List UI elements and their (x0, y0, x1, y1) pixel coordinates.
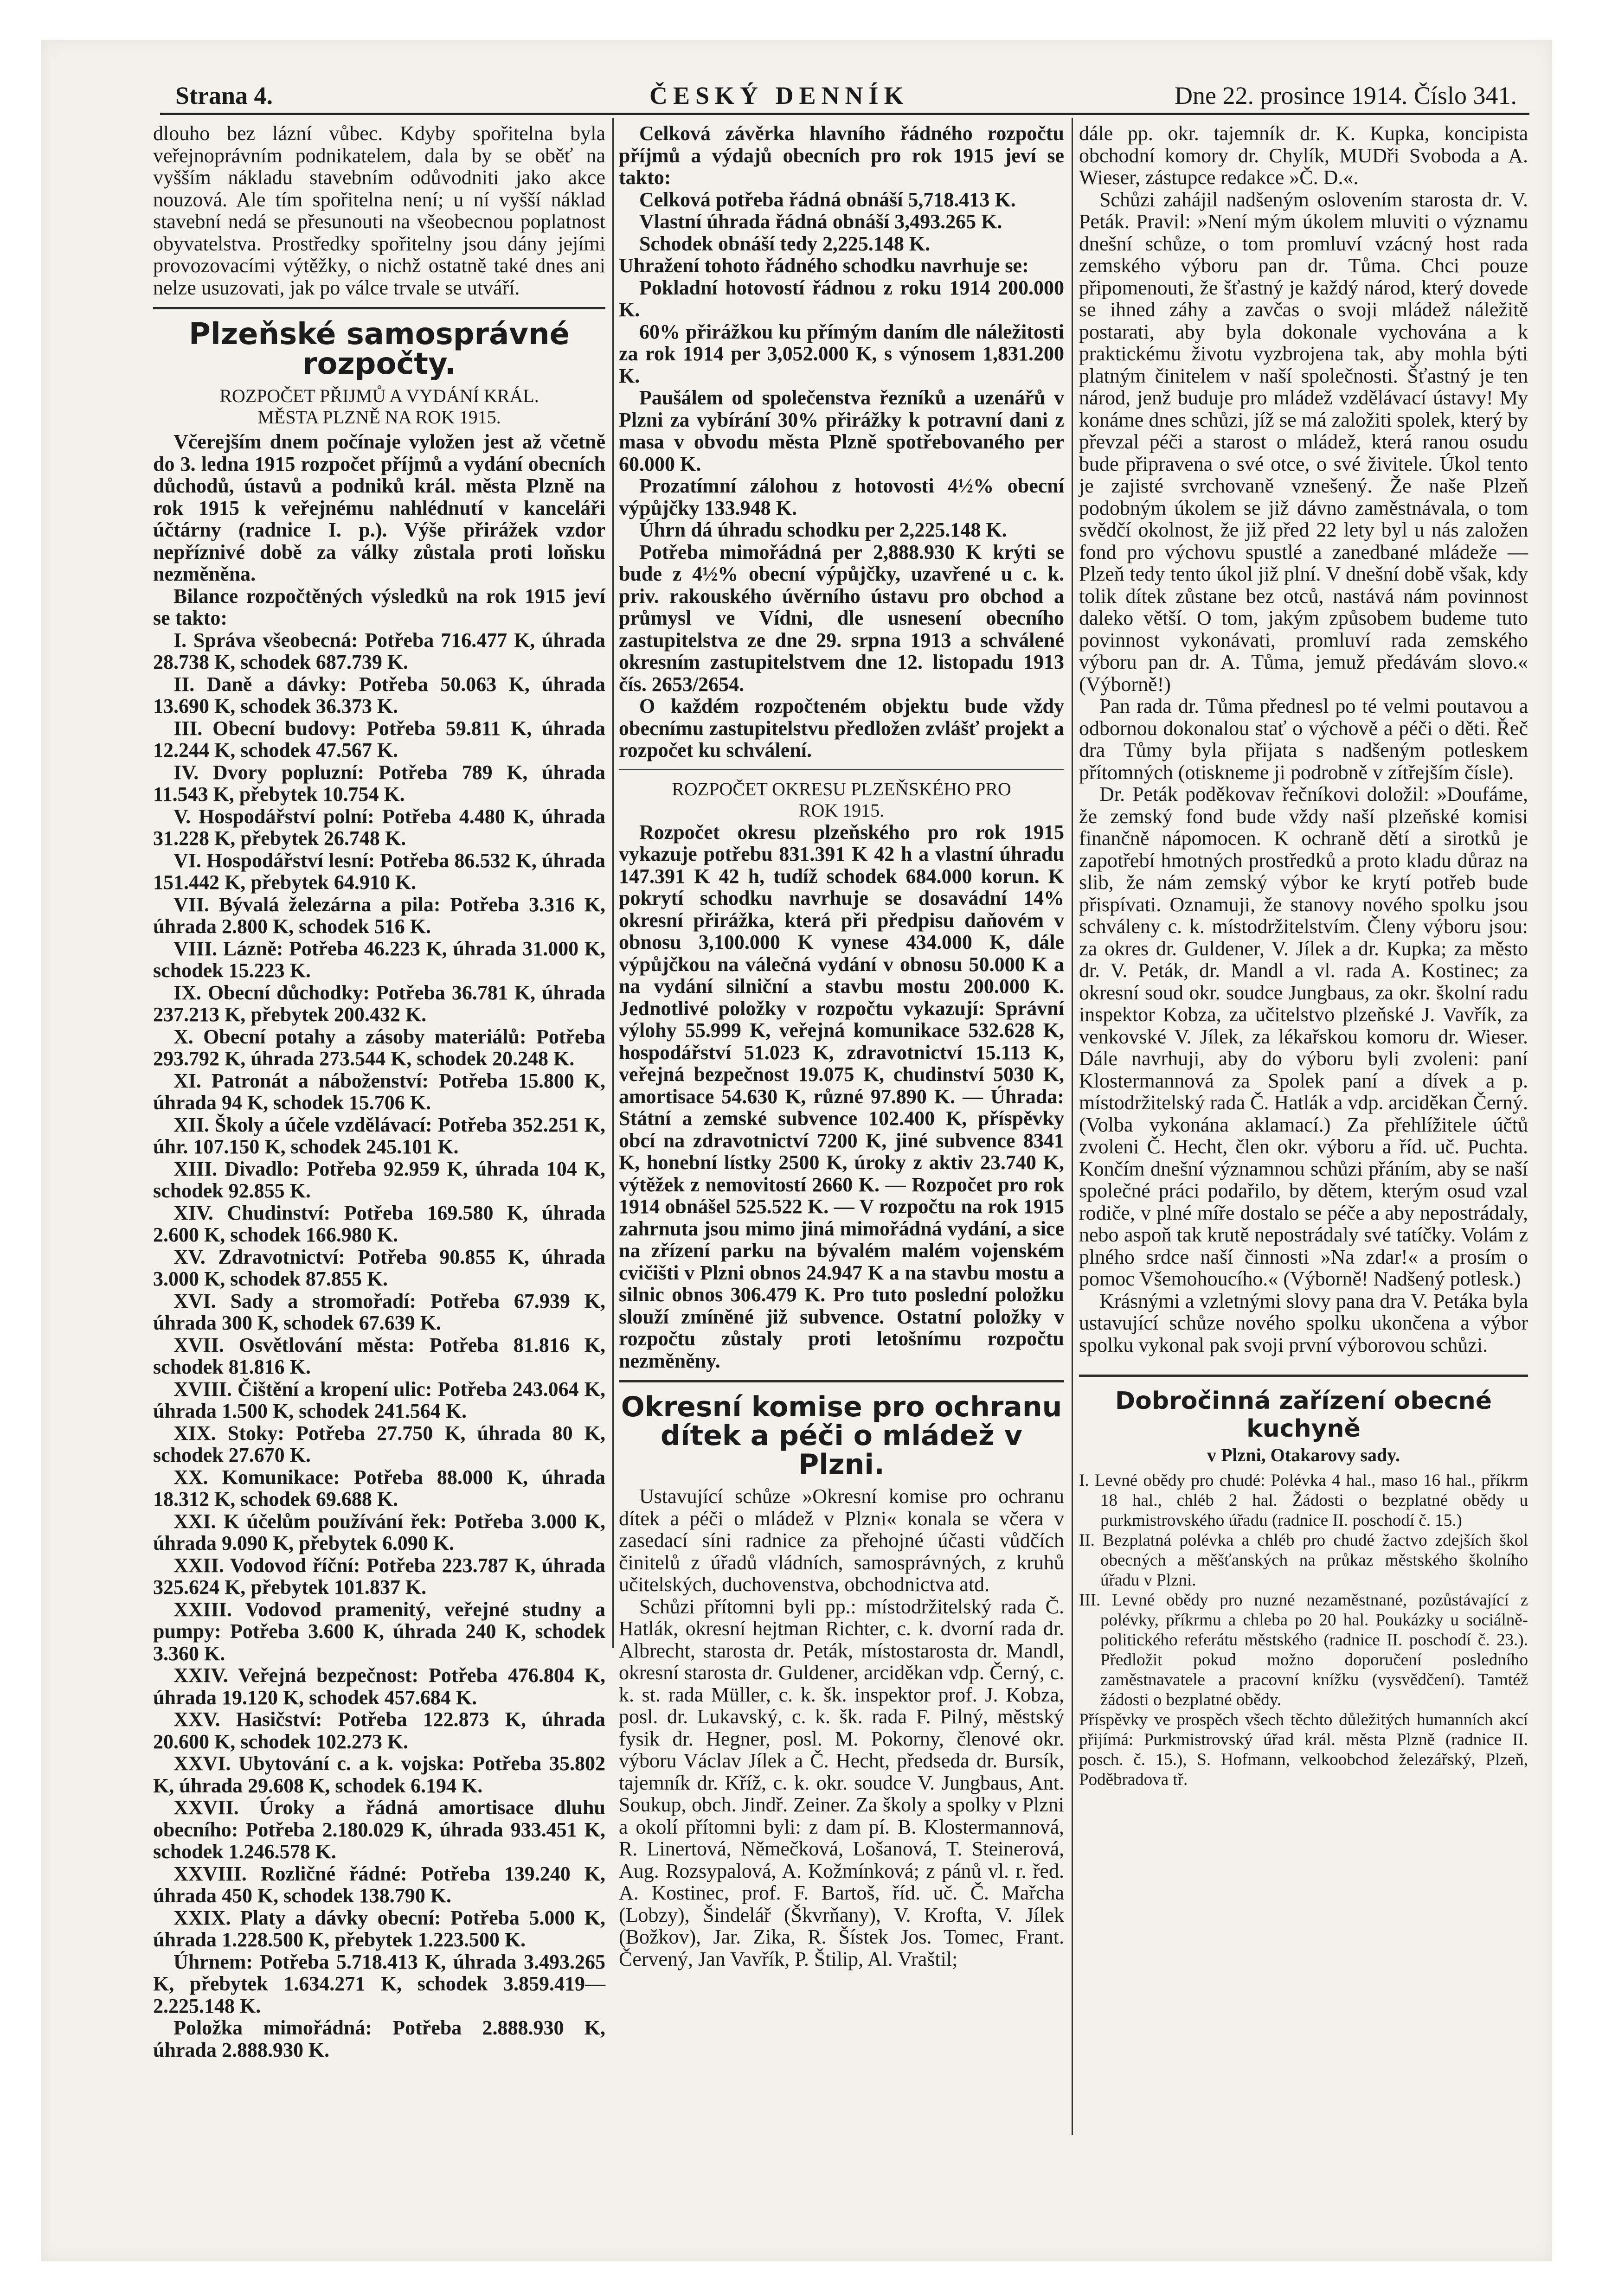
budget-item: IV. Dvory popluzní: Potřeba 789 K, úhrada 11.543 K, přebytek 10.754 K. (153, 761, 605, 806)
budget-item: XXV. Hasičství: Potřeba 122.873 K, úhrada 20.600 K, schodek 102.273 K. (153, 1708, 605, 1753)
budget-item: XVI. Sady a stromořadí: Potřeba 67.939 K, úhrada 300 K, schodek 67.639 K. (153, 1289, 605, 1334)
article-separator (619, 769, 1064, 770)
paragraph: Pan rada dr. Tůma přednesl po té velmi poutavou a odbornou dokonalou stať o výchově a péči o děti. Řeč dra Tůmy byla přijata s nadšeným potleskem přítomných (otiskneme ji podrobně v zítřejším čísle). (1079, 695, 1528, 784)
article-title: Okresní komise pro ochranu dítek a péči o mládež v Plzni. (621, 1391, 1062, 1481)
paragraph: Pokladní hotovostí řádnou z roku 1914 200.000 K. (619, 276, 1064, 321)
budget-item: XXIV. Veřejná bezpečnost: Potřeba 476.804 K, úhrada 19.120 K, schodek 457.684 K. (153, 1664, 605, 1709)
paragraph: Rozpočet okresu plzeňského pro rok 1915 vykazuje potřebu 831.391 K 42 h a vlastní úhradu 147.391 K 42 h, tudíž schodek 684.000 korun. K pokrytí schodku navrhuje se dosavádní 14% okresní přirážka, která při předpisu daňovém v obnosu 3,100.000 K vynese 434.000 K, dále výpůjčkou na válečná vydání v obnosu 50.000 K a na vydání silniční a stavbu mostu 200.000 K. Jednotlivé položky v rozpočtu vykazují: Správní výlohy 55.999 K, veřejná komunikace 532.628 K, hospodářství 51.023 K, zdravotnictví 15.113 K, veřejná bezpečnost 19.075 K, chudinství 5030 K, amortisace 54.630 K, různé 97.890 K. — Úhrada: Státní a zemské subvence 102.400 K, příspěvky obcí na zdravotnictví 7200 K, jiné subvence 8341 K, honební lístky 2500 K, úroky z aktiv 23.740 K, výtěžek z nemovitostí 2660 K. — Rozpočet pro rok 1914 obnášel 525.522 K. — V rozpočtu na rok 1915 zahrnuta jsou mimo jiná mimořádná vydání, a sice na zřízení parku na bývalém malém vojenském cvičišti v Plzni obnos 24.947 K a na stavbu mostu a silnic obnos 306.479 K. Pro tuto poslední položku slouží zmíněné již subvence. Ostatní položky v rozpočtu zůstaly proti letošnímu rozpočtu nezměněny. (619, 820, 1064, 1372)
section-heading: MĚSTA PLZNĚ NA ROK 1915. (257, 407, 501, 428)
budget-item: V. Hospodářství polní: Potřeba 4.480 K, úhrada 31.228 K, přebytek 26.748 K. (153, 805, 605, 850)
column-1 (153, 122, 605, 2061)
section-heading: ROZPOČET PŘIJMŮ A VYDÁNÍ KRÁL. (219, 385, 539, 406)
header-rule (160, 113, 1529, 115)
paragraph: dále pp. okr. tajemník dr. K. Kupka, koncipista obchodní komory dr. Chylík, MUDři Svoboda a A. Wieser, zástupce redakce »Č. D.«. (1079, 122, 1528, 189)
paragraph: Vlastní úhrada řádná obnáší 3,493.265 K. (639, 210, 1002, 233)
budget-item: Úhrnem: Potřeba 5.718.413 K, úhrada 3.493.265 K, přebytek 1.634.271 K, schodek 3.859.419—2.225.148 K. (153, 1950, 605, 2017)
paragraph: O každém rozpočteném objektu bude vždy obecnímu zastupitelstvu předložen zvlášť projekt a rozpočet ku schválení. (619, 695, 1064, 761)
paragraph: 60% přirážkou ku přímým daním dle náležitosti za rok 1914 per 3,052.000 K, s výnosem 1,831.200 K. (619, 320, 1064, 387)
paragraph: Krásnými a vzletnými slovy pana dra V. Petáka byla ustavující schůze nového spolku ukončena a výbor spolku vykonal pak svoji první výborovou schůzi. (1079, 1289, 1528, 1356)
article-separator (619, 1380, 1064, 1382)
paragraph: Potřeba mimořádná per 2,888.930 K krýti se bude z 4½% obecní výpůjčky, uzavřené u c. k. priv. rakouského úvěrního ústavu pro obchod a průmysl ve Vídni, dle usnesení obecního zastupitelstva ze dne 29. srpna 1913 a schválené okresním zastupitelstvem dne 12. listopadu 1913 čís. 2653/2654. (619, 540, 1064, 696)
paragraph: Prozatímní zálohou z hotovosti 4½% obecní výpůjčky 133.948 K. (619, 474, 1064, 519)
masthead: ČESKÝ DENNÍK (649, 82, 909, 109)
paragraph: Schůzi zahájil nadšeným oslovením starosta dr. V. Peták. Pravil: »Není mým úkolem mluviti o významu dnešní schůze, o tom promluví vzácný host rada zemského výboru pan dr. Tůma. Chci pouze připomenouti, že šťastný je každý národ, který dovede se ihned záhy a zavčas o svoji mládež náležitě postarati, aby byla dokonale vychována a k praktickému životu vyzbrojena tak, aby mohla býti platným činitelem v naší společnosti. Šťastný je ten národ, jenž buduje pro mládež vzdělávací ústavy! My konáme dnes schůzi, jíž se má založiti spolek, který by převzal péči a starost o mládež, která ranou osudu bude připravena o své otce, o své živitele. Úkol tento je zajisté svrchovaně vznešený. Že naše Plzeň podobným úkolem se již dávno zaměstnávala, o tom svědčí okolnost, že již před 22 lety byl u nás založen fond pro výchovu spustlé a zanedbané mládeže — Plzeň tedy tento úkol již plní. V dnešní době však, kdy tolik dítek zůstane bez otců, nastává nám povinnost daleko větší. O tom, jakým způsobem budeme tuto povinnost vykonávati, promluví rada zemského výboru pan dr. A. Tůma, jemuž předávám slovo.« (Výborně!) (1079, 188, 1528, 696)
budget-item: I. Správa všeobecná: Potřeba 716.477 K, úhrada 28.738 K, schodek 687.739 K. (153, 628, 605, 673)
budget-item: XXVII. Úroky a řádná amortisace dluhu obecního: Potřeba 2.180.029 K, úhrada 933.451 K, schodek 1.246.578 K. (153, 1796, 605, 1863)
budget-item: XV. Zdravotnictví: Potřeba 90.855 K, úhrada 3.000 K, schodek 87.855 K. (153, 1245, 605, 1290)
paragraph: Ustavující schůze »Okresní komise pro ochranu dítek a péči o mládež v Plzni« konala se včera v zasedací síni radnice za přehojné účasti vůdčích činitelů z úřadů vládních, samosprávných, z kruhů učitelských, duchovenstva, obchodnictva atd. (619, 1485, 1064, 1596)
budget-item: X. Obecní potahy a zásoby materiálů: Potřeba 293.792 K, úhrada 273.544 K, schodek 20.248 K. (153, 1025, 605, 1070)
issue-date: Dne 22. prosince 1914. Číslo 341. (1175, 82, 1517, 109)
budget-item: XVII. Osvětlování města: Potřeba 81.816 K, schodek 81.816 K. (153, 1333, 605, 1378)
paragraph: Úhrn dá úhradu schodku per 2,225.148 K. (639, 518, 1007, 541)
notice-subtitle: v Plzni, Otakarovy sady. (1207, 1445, 1400, 1465)
page-number: Strana 4. (175, 82, 273, 109)
paragraph: Schodek obnáší tedy 2,225.148 K. (639, 232, 931, 255)
budget-item: XX. Komunikace: Potřeba 88.000 K, úhrada 18.312 K, schodek 69.688 K. (153, 1465, 605, 1510)
budget-item: XIV. Chudinství: Potřeba 169.580 K, úhrada 2.600 K, schodek 166.980 K. (153, 1201, 605, 1246)
budget-item: XVIII. Čištění a kropení ulic: Potřeba 243.064 K, úhrada 1.500 K, schodek 241.564 K. (153, 1377, 605, 1422)
budget-item: VII. Bývalá železárna a pila: Potřeba 3.316 K, úhrada 2.800 K, schodek 516 K. (153, 893, 605, 938)
paragraph: Celková potřeba řádná obnáší 5,718.413 K. (639, 188, 1016, 211)
budget-item: XII. Školy a účele vzdělávací: Potřeba 352.251 K, úhr. 107.150 K, schodek 245.101 K. (153, 1113, 605, 1158)
budget-item: III. Obecní budovy: Potřeba 59.811 K, úhrada 12.244 K, schodek 47.567 K. (153, 716, 605, 761)
paragraph: Dr. Peták poděkovav řečníkovi doložil: »Doufáme, že zemský fond bude vždy naší plzeňské komisi finančně nápomocen. K ochraně dětí a sirotků je zapotřebí hmotných prostředků a proto kladu důraz na slib, že nám zemský výbor ke krytí potřeb bude přispívati. Oznamuji, že stanovy nového spolku jsou schváleny c. k. místodržitelstvím. Členy výboru jsou: za okres dr. Guldener, V. Jílek a dr. Kupka; za město dr. V. Peták, dr. Mandl a vl. rada A. Kostinec; za okresní soud okr. soudce Jungbaus, za okr. školní radu inspektor Kobza, za učitelstvo plzeňské J. Vavřík, za venkovské V. Jílek, za lékařskou komoru dr. Wieser. Dále navrhuji, aby do výboru byli zvoleni: paní Klostermannová za Spolek paní a dívek a p. místodržitelský rada Č. Hatlák a vdp. arciděkan Černý. (Volba vykonána aklamací.) Za přehlížitele účtů zvoleni Č. Hecht, člen okr. výboru a říd. uč. Puchta. Končím dnešní významnou schůzi přáním, aby se naší společné práci podařilo, by dětem, kterým osud vzal rodiče, v plné míře dostalo se péče a aby nepostrádaly, nebo aspoň tak krutě nepostrádaly své tatíčky. Volám z plného srdce naší činnosti »Na zdar!« a prosím o pomoc Všemohoucího.« (Výborně! Nadšený potlesk.) (1079, 783, 1528, 1290)
paragraph: Schůzi přítomni byli pp.: místodržitelský rada Č. Hatlák, okresní hejtman Richter, c. k. dvorní rada dr. Albrecht, starosta dr. Peták, místostarosta dr. Mandl, okresní starosta dr. Guldener, arciděkan vdp. Černý, c. k. st. rada Müller, c. k. šk. inspektor prof. J. Kobza, posl. dr. Lukavský, c. k. šk. rada F. Pilný, městský fysik dr. Hegner, posl. M. Pokorny, členové okr. výboru Václav Jílek a Č. Hecht, předseda dr. Bursík, tajemník dr. Kříž, c. k. okr. soudce V. Jungbaus, Ant. Soukup, obch. Jindř. Zeiner. Za školy a spolky v Plzni a okolí přítomni byli: z dam pí. B. Klostermannová, R. Linertová, Němečková, Lošanová, T. Steinerová, Aug. Rozsypalová, A. Kožmínková; z pánů vl. r. řed. A. Kostinec, prof. F. Bartoš, říd. uč. Č. Mařcha (Lobzy), Šindelář (Škvrňany), V. Krofta, V. Jílek (Božkov), Jar. Zika, R. Šístek Jos. Tomec, Frant. Červený, Jan Vavřík, P. Štilip, Al. Vraštil; (619, 1595, 1064, 1970)
section-heading: ROZPOČET OKRESU PLZEŇSKÉHO PRO ROK 1915. (672, 778, 1011, 821)
budget-item: IX. Obecní důchodky: Potřeba 36.781 K, úhrada 237.213 K, přebytek 200.432 K. (153, 981, 605, 1026)
budget-item: XXI. K účelům používání řek: Potřeba 3.000 K, úhrada 9.090 K, přebytek 6.090 K. (153, 1509, 605, 1554)
list-item: III. Levné obědy pro nuzné nezaměstnané, pozůstávající z polévky, příkrmu a chleba po 20 hal. Poukázky u sociálně-politického referátu městského (radnice II. poschodí č. 23.). Předložit pokud možno doporučení posledního zaměstnavatele a pracovní knížku (vysvědčení). Tamtéž žádosti o bezplatné obědy. (1079, 1591, 1528, 1709)
budget-item: XXIX. Platy a dávky obecní: Potřeba 5.000 K, úhrada 1.228.500 K, přebytek 1.223.500 K. (153, 1906, 605, 1951)
budget-item: XXIII. Vodovod pramenitý, veřejné studny a pumpy: Potřeba 3.600 K, úhrada 240 K, schodek 3.360 K. (153, 1598, 605, 1665)
notice-title: Dobročinná zařízení obecné kuchyně (1115, 1387, 1492, 1443)
article-separator (1079, 1375, 1528, 1377)
budget-item: II. Daně a dávky: Potřeba 50.063 K, úhrada 13.690 K, schodek 36.373 K. (153, 672, 605, 717)
budget-item: XIX. Stoky: Potřeba 27.750 K, úhrada 80 K, schodek 27.670 K. (153, 1421, 605, 1466)
column-divider (1072, 118, 1073, 2135)
notice-footer (1079, 1710, 1528, 1790)
paragraph: Celková závěrka hlavního řádného rozpočtu příjmů a výdajů obecních pro rok 1915 jeví se takto: (619, 122, 1064, 189)
paragraph: Uhražení tohoto řádného schodku navrhuje se: (619, 254, 1029, 277)
budget-item: XI. Patronát a náboženství: Potřeba 15.800 K, úhrada 94 K, schodek 15.706 K. (153, 1069, 605, 1114)
column-3 (1079, 122, 1528, 1790)
paragraph: Příspěvky ve prospěch všech těchto důležitých humanních akcí přijímá: Purkmistrovský úřad král. města Plzně (radnice II. posch. č. 15.), S. Hofmann, velkoobchod železářský, Plzeň, Poděbradova tř. (1079, 1710, 1528, 1789)
article-continuation: dlouho bez lázní vůbec. Kdyby spořitelna byla veřejnoprávním podnikatelem, dala by se oběť na vyšším nákladu stavebním odůvodniti jako akce nouzová. Ale tím spořitelna není; u ní vyšší náklad stavební nedá se přesunouti na všeobecnou poplatnost obyvatelstva. Prostředky spořitelny jsou dány jejími provozovacími výtěžky, o nichž ostatně také dnes ani nelze usuzovati, jak po válce trvale se utváří. (153, 122, 605, 299)
budget-item: XXVIII. Rozličné řádné: Potřeba 139.240 K, úhrada 450 K, schodek 138.790 K. (153, 1862, 605, 1907)
article-separator (153, 307, 605, 309)
budget-item: XXVI. Ubytování c. a k. vojska: Potřeba 35.802 K, úhrada 29.608 K, schodek 6.194 K. (153, 1752, 605, 1797)
paragraph: Paušálem od společenstva řezníků a uzenářů v Plzni za vybírání 30% přirážky k potravní dani z masa v obvodu města Plzně spotřebovaného per 60.000 K. (619, 386, 1064, 475)
notice-list (1079, 1471, 1528, 1710)
list-item: I. Levné obědy pro chudé: Polévka 4 hal., maso 16 hal., příkrm 18 hal., chléb 2 hal. Žádosti o bezplatné obědy u purkmistrovského úřadu (radnice II. poschodí č. 15.) (1079, 1471, 1528, 1530)
article-title: Plzeňské samosprávné rozpočty. (189, 317, 570, 381)
budget-list (153, 629, 605, 2061)
budget-item: XXII. Vodovod říční: Potřeba 223.787 K, úhrada 325.624 K, přebytek 101.837 K. (153, 1554, 605, 1599)
paragraph: Bilance rozpočtěných výsledků na rok 1915 jeví se takto: (153, 584, 605, 629)
budget-item: VIII. Lázně: Potřeba 46.223 K, úhrada 31.000 K, schodek 15.223 K. (153, 937, 605, 982)
budget-item: VI. Hospodářství lesní: Potřeba 86.532 K, úhrada 151.442 K, přebytek 64.910 K. (153, 849, 605, 894)
budget-item: Položka mimořádná: Potřeba 2.888.930 K, úhrada 2.888.930 K. (153, 2016, 605, 2061)
paragraph: Včerejším dnem počínaje vyložen jest až včetně do 3. ledna 1915 rozpočet příjmů a vydání obecních důchodů, ústavů a podniků král. města Plzně na rok 1915 k veřejnému nahlédnutí v kanceláři účtárny (radnice I. p.). Výše přirážek vzdor nepříznivé době za války zůstala proti loňsku nezměněna. (153, 430, 605, 585)
column-2 (619, 122, 1064, 1970)
budget-item: XIII. Divadlo: Potřeba 92.959 K, úhrada 104 K, schodek 92.855 K. (153, 1157, 605, 1202)
column-divider (612, 118, 614, 1648)
list-item: II. Bezplatná polévka a chléb pro chudé žactvo zdejších škol obecných a měšťanských na průkaz městského školního úřadu v Plzni. (1079, 1531, 1528, 1590)
